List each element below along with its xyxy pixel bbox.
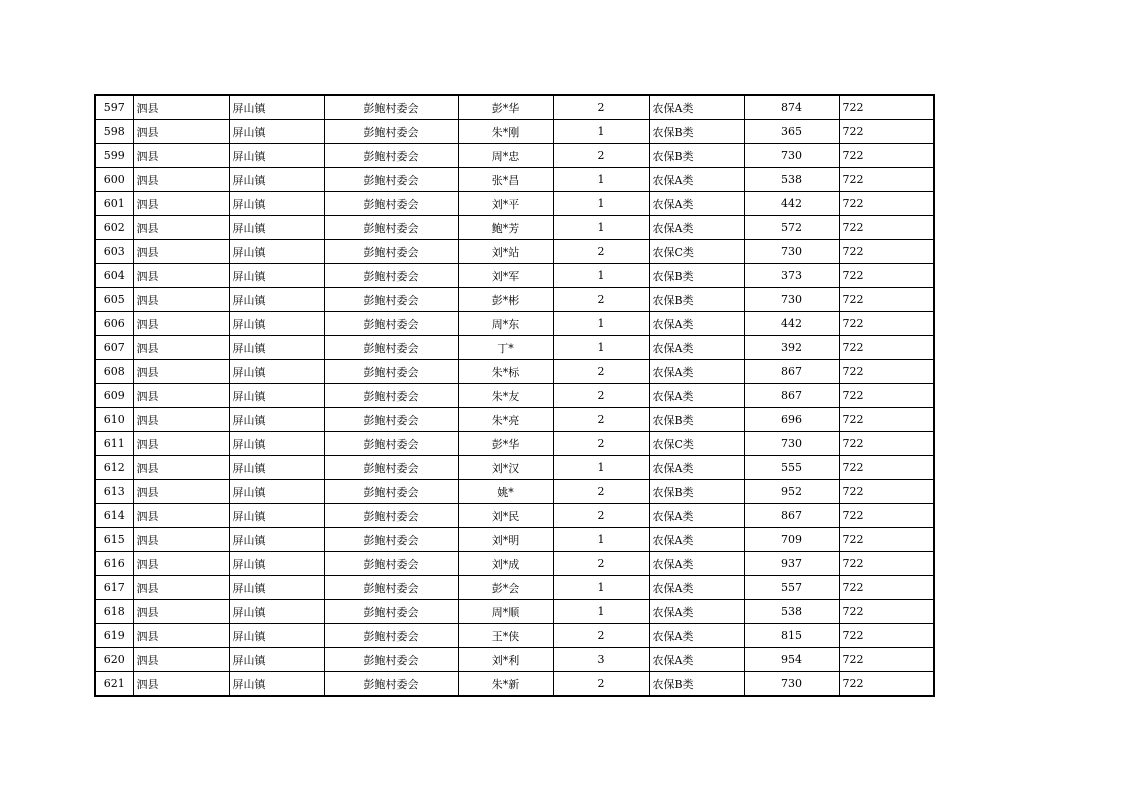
town-cell: 屏山镇 (229, 576, 324, 600)
category-cell: 农保A类 (649, 360, 744, 384)
count-cell: 1 (553, 528, 649, 552)
standard-cell: 722 (839, 240, 934, 264)
row-number-cell: 611 (95, 432, 133, 456)
county-cell: 泗县 (133, 384, 229, 408)
county-cell: 泗县 (133, 95, 229, 120)
count-cell: 2 (553, 144, 649, 168)
table-row (95, 480, 934, 504)
county-cell: 泗县 (133, 240, 229, 264)
category-cell: 农保A类 (649, 336, 744, 360)
amount-cell: 373 (744, 264, 839, 288)
county-cell: 泗县 (133, 408, 229, 432)
village-cell: 彭鲍村委会 (324, 672, 458, 697)
amount-cell: 730 (744, 288, 839, 312)
county-cell: 泗县 (133, 576, 229, 600)
category-cell: 农保A类 (649, 312, 744, 336)
category-cell: 农保A类 (649, 600, 744, 624)
county-cell: 泗县 (133, 288, 229, 312)
row-number-cell: 600 (95, 168, 133, 192)
count-cell: 2 (553, 432, 649, 456)
count-cell: 2 (553, 360, 649, 384)
row-number-cell: 621 (95, 672, 133, 697)
table-row (95, 384, 934, 408)
amount-cell: 867 (744, 504, 839, 528)
table-row (95, 168, 934, 192)
count-cell: 1 (553, 216, 649, 240)
town-cell: 屏山镇 (229, 432, 324, 456)
county-cell: 泗县 (133, 552, 229, 576)
count-cell: 1 (553, 312, 649, 336)
count-cell: 2 (553, 624, 649, 648)
table-row (95, 672, 934, 697)
row-number-cell: 597 (95, 95, 133, 120)
village-cell: 彭鲍村委会 (324, 288, 458, 312)
row-number-cell: 618 (95, 600, 133, 624)
name-cell: 彭*华 (458, 432, 553, 456)
village-cell: 彭鲍村委会 (324, 360, 458, 384)
row-number-cell: 612 (95, 456, 133, 480)
county-cell: 泗县 (133, 168, 229, 192)
amount-cell: 730 (744, 144, 839, 168)
standard-cell: 722 (839, 336, 934, 360)
name-cell: 刘*站 (458, 240, 553, 264)
county-cell: 泗县 (133, 528, 229, 552)
category-cell: 农保B类 (649, 288, 744, 312)
county-cell: 泗县 (133, 456, 229, 480)
count-cell: 2 (553, 288, 649, 312)
category-cell: 农保B类 (649, 480, 744, 504)
category-cell: 农保C类 (649, 432, 744, 456)
row-number-cell: 614 (95, 504, 133, 528)
table-row (95, 408, 934, 432)
row-number-cell: 620 (95, 648, 133, 672)
name-cell: 刘*明 (458, 528, 553, 552)
village-cell: 彭鲍村委会 (324, 384, 458, 408)
amount-cell: 730 (744, 432, 839, 456)
table-row (95, 240, 934, 264)
table-row (95, 456, 934, 480)
village-cell: 彭鲍村委会 (324, 192, 458, 216)
row-number-cell: 607 (95, 336, 133, 360)
count-cell: 2 (553, 240, 649, 264)
town-cell: 屏山镇 (229, 360, 324, 384)
standard-cell: 722 (839, 144, 934, 168)
town-cell: 屏山镇 (229, 240, 324, 264)
village-cell: 彭鲍村委会 (324, 432, 458, 456)
name-cell: 彭*会 (458, 576, 553, 600)
amount-cell: 442 (744, 312, 839, 336)
row-number-cell: 613 (95, 480, 133, 504)
standard-cell: 722 (839, 120, 934, 144)
row-number-cell: 609 (95, 384, 133, 408)
table-row (95, 95, 934, 120)
row-number-cell: 610 (95, 408, 133, 432)
village-cell: 彭鲍村委会 (324, 480, 458, 504)
row-number-cell: 598 (95, 120, 133, 144)
name-cell: 姚* (458, 480, 553, 504)
name-cell: 张*昌 (458, 168, 553, 192)
amount-cell: 538 (744, 168, 839, 192)
amount-cell: 952 (744, 480, 839, 504)
row-number-cell: 616 (95, 552, 133, 576)
town-cell: 屏山镇 (229, 384, 324, 408)
standard-cell: 722 (839, 624, 934, 648)
county-cell: 泗县 (133, 264, 229, 288)
category-cell: 农保A类 (649, 456, 744, 480)
name-cell: 朱*标 (458, 360, 553, 384)
category-cell: 农保C类 (649, 240, 744, 264)
table-row (95, 144, 934, 168)
table-row (95, 600, 934, 624)
village-cell: 彭鲍村委会 (324, 624, 458, 648)
village-cell: 彭鲍村委会 (324, 576, 458, 600)
count-cell: 2 (553, 504, 649, 528)
county-cell: 泗县 (133, 120, 229, 144)
count-cell: 2 (553, 384, 649, 408)
village-cell: 彭鲍村委会 (324, 95, 458, 120)
village-cell: 彭鲍村委会 (324, 600, 458, 624)
row-number-cell: 619 (95, 624, 133, 648)
count-cell: 2 (553, 95, 649, 120)
row-number-cell: 602 (95, 216, 133, 240)
amount-cell: 538 (744, 600, 839, 624)
category-cell: 农保A类 (649, 95, 744, 120)
row-number-cell: 599 (95, 144, 133, 168)
county-cell: 泗县 (133, 312, 229, 336)
town-cell: 屏山镇 (229, 480, 324, 504)
table-row (95, 552, 934, 576)
standard-cell: 722 (839, 648, 934, 672)
count-cell: 1 (553, 192, 649, 216)
village-cell: 彭鲍村委会 (324, 216, 458, 240)
standard-cell: 722 (839, 312, 934, 336)
count-cell: 1 (553, 600, 649, 624)
amount-cell: 937 (744, 552, 839, 576)
count-cell: 2 (553, 480, 649, 504)
count-cell: 1 (553, 264, 649, 288)
amount-cell: 874 (744, 95, 839, 120)
category-cell: 农保A类 (649, 624, 744, 648)
village-cell: 彭鲍村委会 (324, 120, 458, 144)
name-cell: 丁* (458, 336, 553, 360)
town-cell: 屏山镇 (229, 624, 324, 648)
table-row (95, 288, 934, 312)
count-cell: 3 (553, 648, 649, 672)
amount-cell: 867 (744, 384, 839, 408)
category-cell: 农保B类 (649, 408, 744, 432)
table-row (95, 264, 934, 288)
town-cell: 屏山镇 (229, 192, 324, 216)
amount-cell: 954 (744, 648, 839, 672)
town-cell: 屏山镇 (229, 336, 324, 360)
village-cell: 彭鲍村委会 (324, 648, 458, 672)
table-row (95, 336, 934, 360)
row-number-cell: 604 (95, 264, 133, 288)
amount-cell: 730 (744, 240, 839, 264)
town-cell: 屏山镇 (229, 216, 324, 240)
village-cell: 彭鲍村委会 (324, 312, 458, 336)
village-cell: 彭鲍村委会 (324, 504, 458, 528)
town-cell: 屏山镇 (229, 264, 324, 288)
count-cell: 2 (553, 552, 649, 576)
amount-cell: 815 (744, 624, 839, 648)
county-cell: 泗县 (133, 672, 229, 697)
town-cell: 屏山镇 (229, 144, 324, 168)
standard-cell: 722 (839, 264, 934, 288)
table-row (95, 504, 934, 528)
standard-cell: 722 (839, 168, 934, 192)
county-cell: 泗县 (133, 648, 229, 672)
village-cell: 彭鲍村委会 (324, 336, 458, 360)
county-cell: 泗县 (133, 192, 229, 216)
category-cell: 农保A类 (649, 384, 744, 408)
category-cell: 农保A类 (649, 576, 744, 600)
town-cell: 屏山镇 (229, 408, 324, 432)
county-cell: 泗县 (133, 600, 229, 624)
name-cell: 朱*刚 (458, 120, 553, 144)
category-cell: 农保A类 (649, 552, 744, 576)
town-cell: 屏山镇 (229, 600, 324, 624)
name-cell: 彭*彬 (458, 288, 553, 312)
amount-cell: 867 (744, 360, 839, 384)
table-row (95, 528, 934, 552)
table-row (95, 192, 934, 216)
name-cell: 刘*平 (458, 192, 553, 216)
standard-cell: 722 (839, 432, 934, 456)
county-cell: 泗县 (133, 480, 229, 504)
table-row (95, 432, 934, 456)
amount-cell: 392 (744, 336, 839, 360)
standard-cell: 722 (839, 504, 934, 528)
table-row (95, 648, 934, 672)
table-row (95, 216, 934, 240)
category-cell: 农保A类 (649, 504, 744, 528)
standard-cell: 722 (839, 288, 934, 312)
village-cell: 彭鲍村委会 (324, 528, 458, 552)
standard-cell: 722 (839, 600, 934, 624)
town-cell: 屏山镇 (229, 504, 324, 528)
amount-cell: 365 (744, 120, 839, 144)
count-cell: 1 (553, 120, 649, 144)
standard-cell: 722 (839, 480, 934, 504)
county-cell: 泗县 (133, 216, 229, 240)
category-cell: 农保B类 (649, 144, 744, 168)
name-cell: 刘*民 (458, 504, 553, 528)
category-cell: 农保B类 (649, 672, 744, 697)
table-row (95, 576, 934, 600)
amount-cell: 442 (744, 192, 839, 216)
name-cell: 朱*亮 (458, 408, 553, 432)
village-cell: 彭鲍村委会 (324, 456, 458, 480)
count-cell: 1 (553, 336, 649, 360)
amount-cell: 696 (744, 408, 839, 432)
county-cell: 泗县 (133, 144, 229, 168)
county-cell: 泗县 (133, 336, 229, 360)
category-cell: 农保B类 (649, 264, 744, 288)
town-cell: 屏山镇 (229, 648, 324, 672)
amount-cell: 730 (744, 672, 839, 697)
category-cell: 农保A类 (649, 192, 744, 216)
amount-cell: 555 (744, 456, 839, 480)
row-number-cell: 605 (95, 288, 133, 312)
row-number-cell: 601 (95, 192, 133, 216)
table-row (95, 624, 934, 648)
town-cell: 屏山镇 (229, 120, 324, 144)
data-table (94, 94, 935, 697)
name-cell: 彭*华 (458, 95, 553, 120)
standard-cell: 722 (839, 360, 934, 384)
row-number-cell: 603 (95, 240, 133, 264)
standard-cell: 722 (839, 528, 934, 552)
name-cell: 周*东 (458, 312, 553, 336)
count-cell: 1 (553, 456, 649, 480)
amount-cell: 709 (744, 528, 839, 552)
standard-cell: 722 (839, 384, 934, 408)
village-cell: 彭鲍村委会 (324, 408, 458, 432)
town-cell: 屏山镇 (229, 552, 324, 576)
town-cell: 屏山镇 (229, 288, 324, 312)
town-cell: 屏山镇 (229, 672, 324, 697)
category-cell: 农保A类 (649, 216, 744, 240)
village-cell: 彭鲍村委会 (324, 168, 458, 192)
row-number-cell: 608 (95, 360, 133, 384)
town-cell: 屏山镇 (229, 168, 324, 192)
standard-cell: 722 (839, 95, 934, 120)
village-cell: 彭鲍村委会 (324, 240, 458, 264)
name-cell: 朱*新 (458, 672, 553, 697)
name-cell: 周*忠 (458, 144, 553, 168)
amount-cell: 557 (744, 576, 839, 600)
name-cell: 周*顺 (458, 600, 553, 624)
name-cell: 刘*成 (458, 552, 553, 576)
table-row (95, 312, 934, 336)
category-cell: 农保B类 (649, 120, 744, 144)
name-cell: 王*侠 (458, 624, 553, 648)
row-number-cell: 606 (95, 312, 133, 336)
table-body (95, 95, 934, 696)
name-cell: 刘*利 (458, 648, 553, 672)
count-cell: 1 (553, 168, 649, 192)
name-cell: 鲍*芳 (458, 216, 553, 240)
count-cell: 1 (553, 576, 649, 600)
table-row (95, 120, 934, 144)
standard-cell: 722 (839, 552, 934, 576)
village-cell: 彭鲍村委会 (324, 264, 458, 288)
town-cell: 屏山镇 (229, 95, 324, 120)
village-cell: 彭鲍村委会 (324, 552, 458, 576)
standard-cell: 722 (839, 216, 934, 240)
standard-cell: 722 (839, 408, 934, 432)
row-number-cell: 615 (95, 528, 133, 552)
town-cell: 屏山镇 (229, 456, 324, 480)
category-cell: 农保A类 (649, 528, 744, 552)
category-cell: 农保A类 (649, 648, 744, 672)
standard-cell: 722 (839, 576, 934, 600)
category-cell: 农保A类 (649, 168, 744, 192)
county-cell: 泗县 (133, 360, 229, 384)
amount-cell: 572 (744, 216, 839, 240)
count-cell: 2 (553, 408, 649, 432)
county-cell: 泗县 (133, 432, 229, 456)
row-number-cell: 617 (95, 576, 133, 600)
county-cell: 泗县 (133, 504, 229, 528)
standard-cell: 722 (839, 456, 934, 480)
standard-cell: 722 (839, 192, 934, 216)
table-row (95, 360, 934, 384)
county-cell: 泗县 (133, 624, 229, 648)
name-cell: 朱*友 (458, 384, 553, 408)
name-cell: 刘*汉 (458, 456, 553, 480)
name-cell: 刘*军 (458, 264, 553, 288)
town-cell: 屏山镇 (229, 528, 324, 552)
standard-cell: 722 (839, 672, 934, 697)
town-cell: 屏山镇 (229, 312, 324, 336)
count-cell: 2 (553, 672, 649, 697)
village-cell: 彭鲍村委会 (324, 144, 458, 168)
